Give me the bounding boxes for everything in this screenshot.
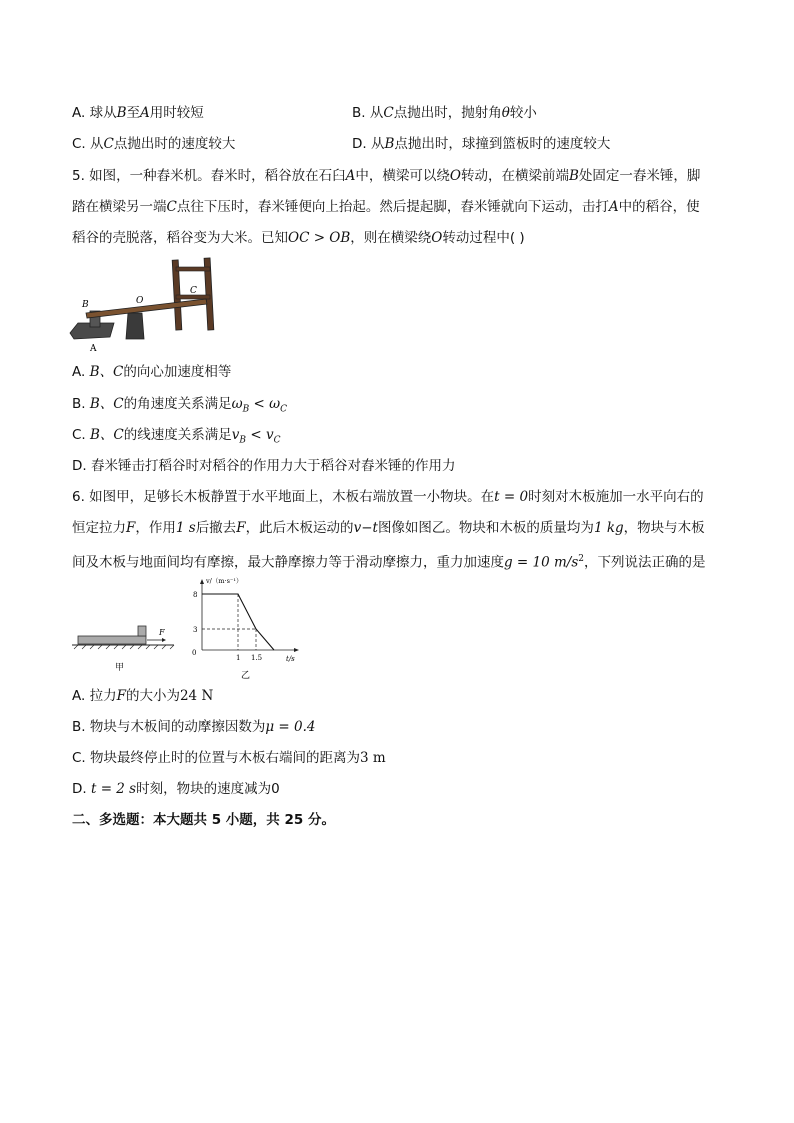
caption-yi: 乙: [241, 671, 251, 681]
ground-hatch: [74, 645, 174, 649]
y-axis-label: v/（m·s⁻¹）: [206, 577, 243, 585]
x-tick-label-1-5: 1.5: [251, 654, 263, 662]
force-label: F: [159, 628, 165, 637]
y-axis-arrow: [200, 579, 204, 584]
board-figure: [70, 618, 180, 676]
q6-stem-line-1: 6. 如图甲，足够长木板静置于水平地面上，木板右端放置一小物块。在t = 0时刻对木板施加一水平向右的: [72, 489, 704, 505]
q4-option-d: D. 从B点抛出时，球撞到篮板时的速度较大: [352, 136, 611, 152]
block: [138, 626, 146, 636]
q5-stem-line-1: 5. 如图，一种舂米机。舂米时，稻谷放在石臼A中，横梁可以绕O转动，在横梁前端B处固定一舂米锤，脚: [72, 168, 701, 184]
q4-option-b: B. 从C点抛出时，抛射角θ较小: [352, 105, 537, 121]
q5-stem-line-2: 踏在横梁另一端C点往下压时，舂米锤便向上抬起。然后提起脚，舂米锤就向下运动，击打A中的稻谷，使: [72, 199, 700, 215]
label-b: B: [82, 300, 89, 310]
y-tick-label-8: 8: [193, 591, 198, 599]
section-2-heading: 二、多选题：本大题共 5 小题，共 25 分。: [72, 812, 335, 828]
q5-stem-line-3: 稻谷的壳脱落，稻谷变为大米。已知OC > OB，则在横梁绕O转动过程中( ): [72, 230, 525, 246]
q4-option-c: C. 从C点抛出时的速度较大: [72, 136, 236, 152]
x-axis-label: t/s: [286, 655, 295, 663]
q4-option-a: A. 球从B至A用时较短: [72, 105, 204, 121]
vt-graph: [186, 574, 316, 684]
q6-option-b: B. 物块与木板间的动摩擦因数为μ = 0.4: [72, 719, 316, 735]
origin-label: 0: [192, 649, 197, 657]
q5-option-a: A. B、C的向心加速度相等: [72, 364, 232, 380]
rice-pounder-figure: [66, 255, 226, 355]
q6-option-d: D. t = 2 s时刻，物块的速度减为0: [72, 781, 280, 797]
pivot-support: [126, 313, 144, 339]
caption-jia: 甲: [115, 663, 125, 673]
q5-option-b: B. B、C的角速度关系满足$\omega_B < \omega_C$: [72, 396, 288, 415]
force-arrow-head: [162, 638, 166, 642]
q6-stem-line-2: 恒定拉力F，作用1 s后撤去F，此后木板运动的v−t图像如图乙。物块和木板的质量均为1 kg，物块与木板: [72, 520, 705, 536]
q6-option-a: A. 拉力F的大小为24 N: [72, 688, 214, 704]
x-axis-arrow: [294, 648, 299, 652]
q6-option-c: C. 物块最终停止时的位置与木板右端间的距离为3 m: [72, 750, 386, 766]
label-c: C: [190, 286, 197, 296]
x-tick-label-1: 1: [236, 654, 241, 662]
label-a: A: [90, 344, 97, 354]
lever-beam: [86, 299, 207, 318]
board: [78, 636, 146, 644]
label-o: O: [136, 296, 144, 306]
q5-option-d: D. 舂米锤击打稻谷时对稻谷的作用力大于稻谷对舂米锤的作用力: [72, 458, 456, 474]
frame-bar-top: [176, 267, 210, 271]
q6-stem-line-3: 间及木板与地面间均有摩擦，最大静摩擦力等于滑动摩擦力，重力加速度g = 10 $m/s^2$，下列说法正确的是: [72, 554, 706, 571]
q5-option-c: C. B、C的线速度关系满足$v_B < v_C$: [72, 427, 281, 446]
y-tick-label-3: 3: [193, 626, 198, 634]
